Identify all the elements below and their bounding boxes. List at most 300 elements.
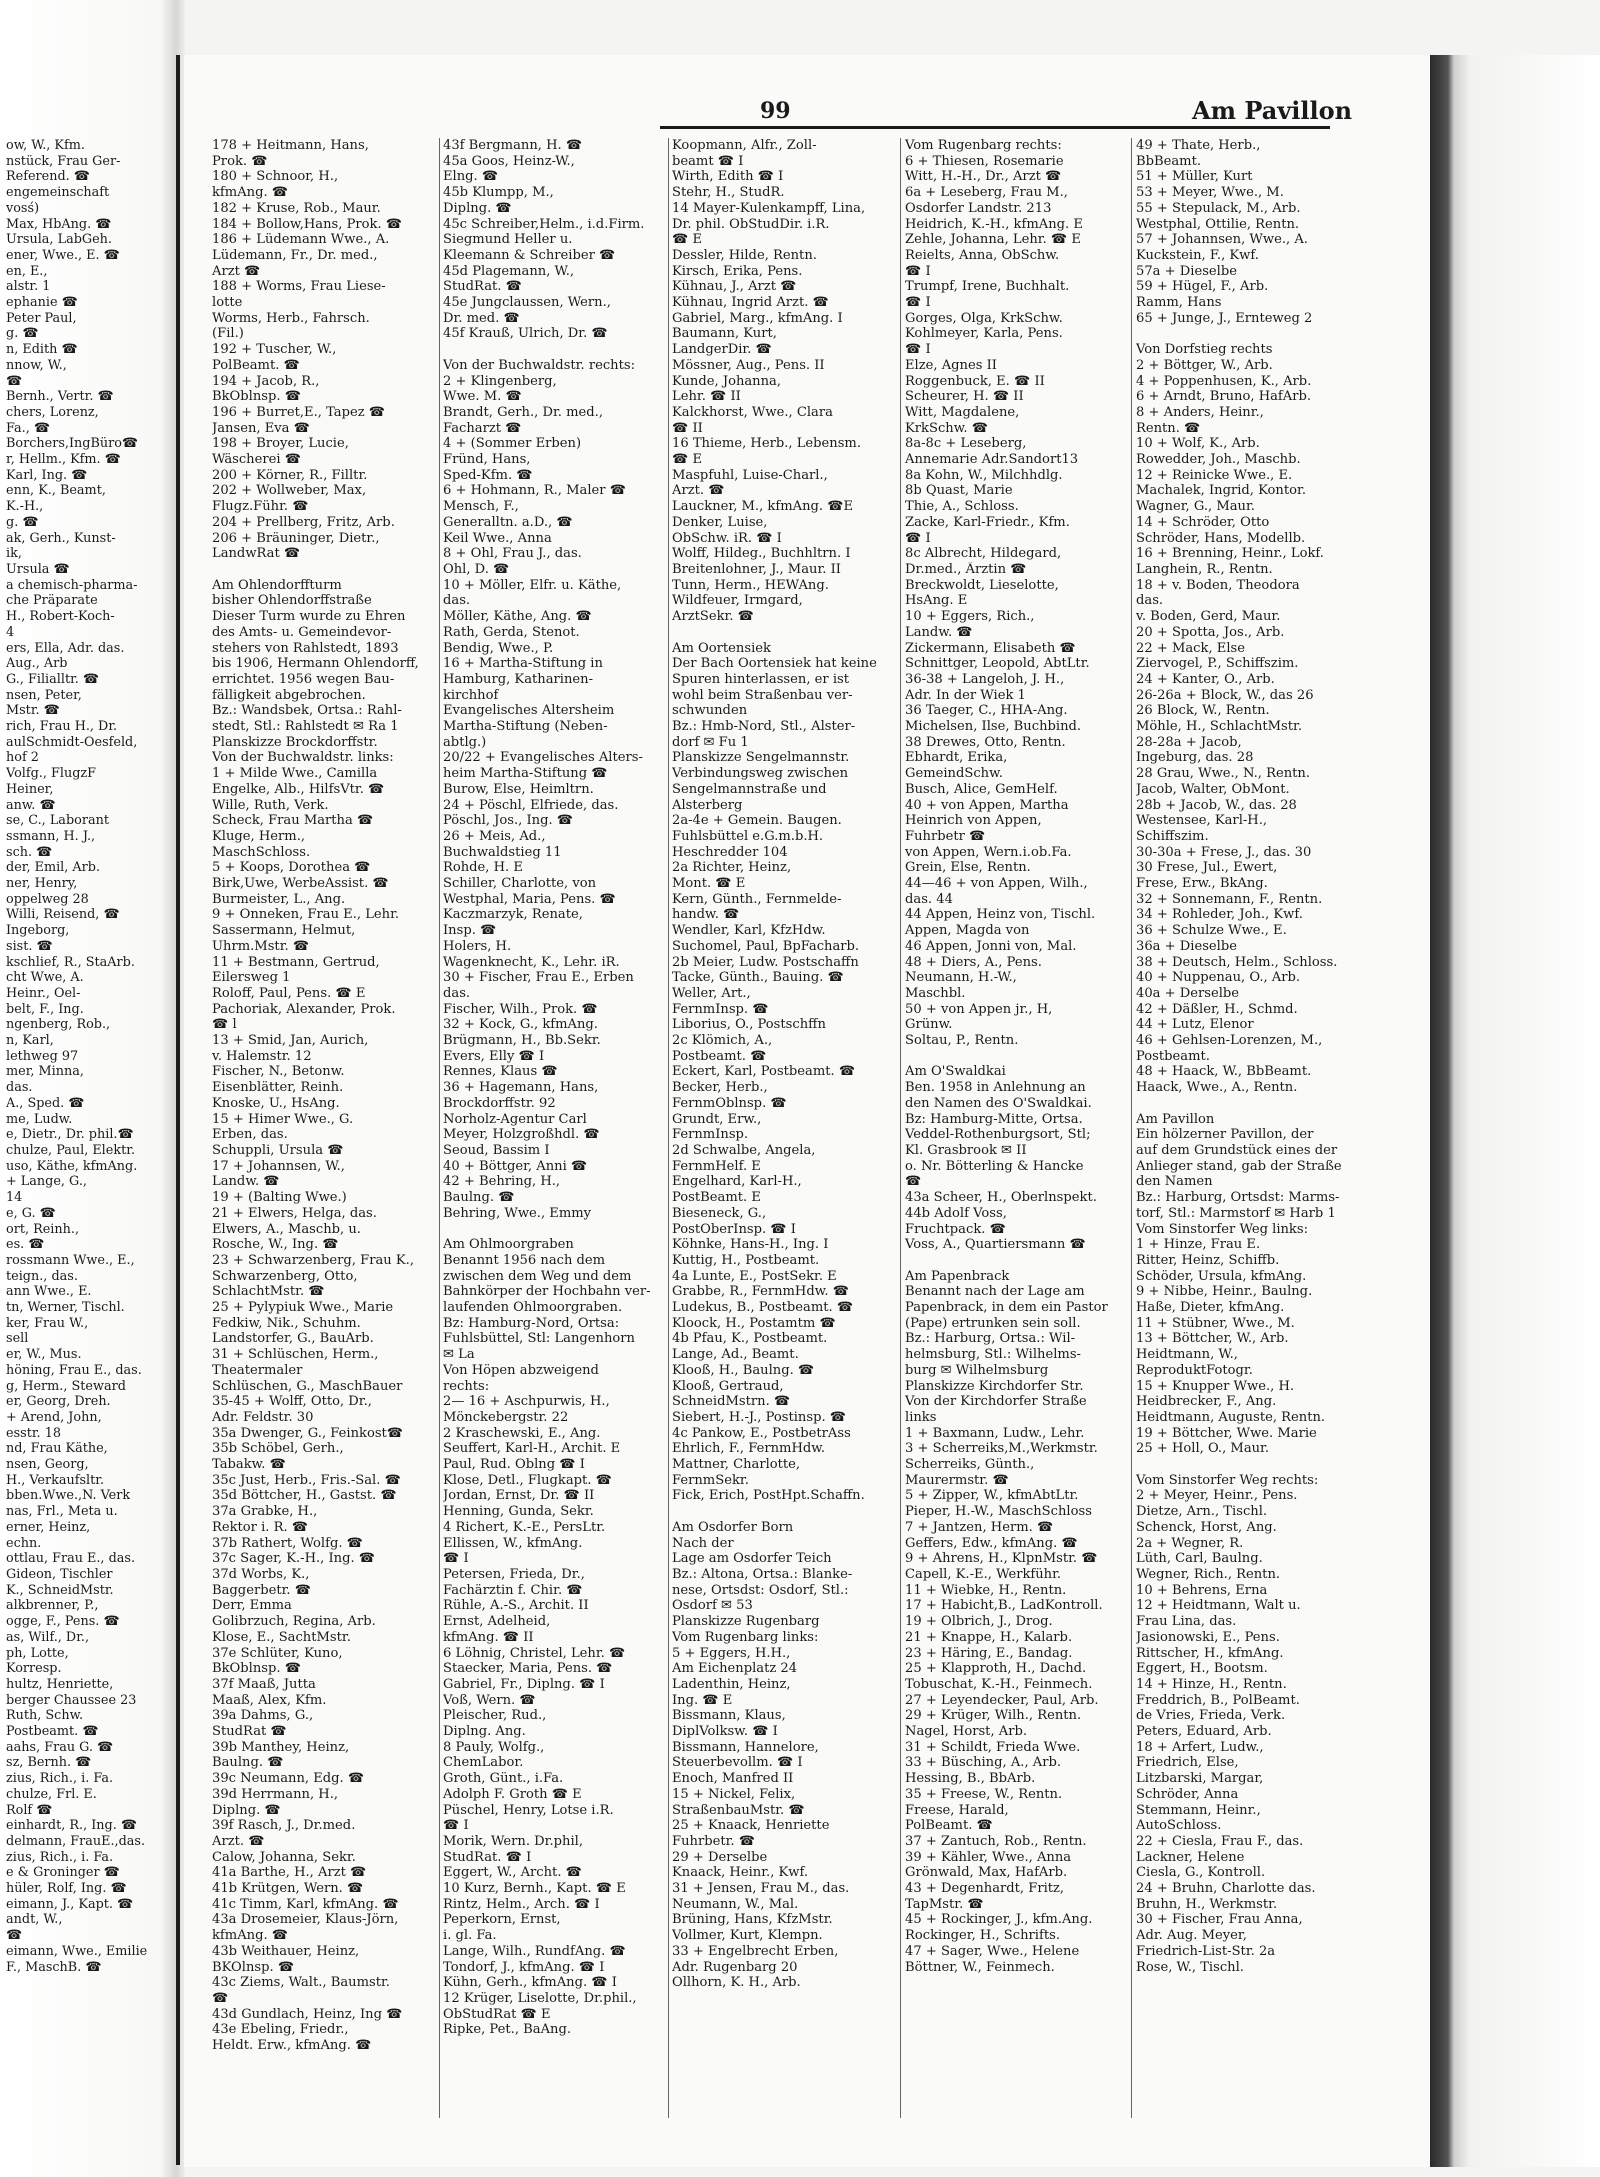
directory-line: StudRat. ☎ I <box>443 1849 532 1865</box>
directory-line: 65 + Junge, J., Ernteweg 2 <box>1136 310 1313 326</box>
directory-line: Willi, Reisend, ☎ <box>6 907 120 923</box>
directory-line: Klose, Detl., Flugkapt. ☎ <box>443 1472 612 1488</box>
directory-line: Engelke, Alb., HilfsVtr. ☎ <box>212 781 385 797</box>
directory-line: 4 + (Sommer Erben) <box>443 436 582 452</box>
directory-line: 21 + Knappe, H., Kalarb. <box>905 1629 1073 1645</box>
directory-line: ow, W., Kfm. <box>6 138 85 153</box>
directory-line: 2— 16 + Aschpurwis, H., <box>443 1394 610 1410</box>
directory-line: 44—46 + von Appen, Wilh., <box>905 876 1088 892</box>
directory-line: 25 + Pylypiuk Wwe., Marie <box>212 1300 394 1316</box>
directory-line: 42 + Däßler, H., Schmd. <box>1136 1001 1298 1017</box>
directory-line: Siegmund Heller u. <box>443 232 573 248</box>
directory-line: ☎ I <box>905 295 931 311</box>
directory-line: Sassermann, Helmut, <box>212 923 356 939</box>
directory-line: Fischer, Wilh., Prok. ☎ <box>443 1001 598 1017</box>
directory-line: Ebhardt, Erika, <box>905 750 1008 766</box>
directory-line: Ladenthin, Heinz, <box>672 1676 791 1692</box>
directory-line: 28b + Jacob, W., das. 28 <box>1136 797 1297 813</box>
directory-line: 14 Mayer-Kulenkampff, Lina, <box>672 200 866 216</box>
directory-line: Ursula ☎ <box>6 561 70 577</box>
directory-line: Rühle, A.-S., Archit. II <box>443 1598 589 1614</box>
directory-line: Landstorfer, G., BauArb. <box>212 1331 374 1347</box>
directory-line: Kuckstein, F., Kwf. <box>1136 247 1259 263</box>
directory-line: Rittscher, H., kfmAng. <box>1136 1645 1284 1661</box>
directory-line: Wirth, Edith ☎ I <box>672 169 784 185</box>
directory-line: Sengelmannstraße und <box>672 781 827 797</box>
directory-line: Sped-Kfm. ☎ <box>443 467 533 483</box>
directory-line: Max, HbAng. ☎ <box>6 216 112 232</box>
directory-line: Jansen, Eva ☎ <box>212 420 310 436</box>
directory-line: Ben. 1958 in Anlehnung an <box>905 1080 1086 1096</box>
directory-line: Heinrich von Appen, <box>905 813 1042 829</box>
directory-line: Frau Lina, das. <box>1136 1614 1237 1630</box>
directory-line: Pleischer, Rud., <box>443 1708 547 1724</box>
directory-line: (Pape) ertrunken sein soll. <box>905 1315 1081 1331</box>
directory-line: Mensch, F., <box>443 499 519 515</box>
directory-line: 32 + Sonnemann, F., Rentn. <box>1136 891 1323 907</box>
directory-line: v. Halemstr. 12 <box>212 1048 312 1064</box>
directory-line: ak, Gerh., Kunst- <box>6 530 116 546</box>
directory-line: Ursula, LabGeh. <box>6 232 112 248</box>
directory-column-4 <box>905 138 1125 2128</box>
directory-line: Fischer, N., Betonw. <box>212 1064 345 1080</box>
directory-line: Kl. Grasbrook ✉ II <box>905 1143 1027 1158</box>
directory-line: 9 + Onneken, Frau E., Lehr. <box>212 907 400 923</box>
directory-line: Vom Sinstorfer Weg links: <box>1136 1221 1309 1237</box>
directory-line: Lüth, Carl, Baulng. <box>1136 1551 1263 1567</box>
directory-line: 24 + Kanter, O., Arb. <box>1136 671 1275 687</box>
directory-line: Bieseneck, G., <box>672 1205 767 1221</box>
directory-line: alstr. 1 <box>6 279 51 295</box>
directory-line: ers, Ella, Adr. das. <box>6 640 125 656</box>
directory-line: 32 + Kock, G., kfmAng. <box>443 1017 598 1033</box>
directory-line: ☎ II <box>672 420 703 436</box>
directory-line: Capell, K.-E., Werkführ. <box>905 1566 1062 1582</box>
directory-line: Morik, Wern. Dr.phil, <box>443 1833 583 1849</box>
directory-line: 12 Krüger, Liselotte, Dr.phil., <box>443 1990 637 2006</box>
directory-line: Denker, Luise, <box>672 514 768 530</box>
directory-line: Maurermstr. ☎ <box>905 1472 1009 1488</box>
directory-line: Flugz.Führ. ☎ <box>212 499 309 515</box>
directory-line: Bz.: Harburg, Ortsa.: Wil- <box>905 1331 1076 1347</box>
directory-line: 6 + Hohmann, R., Maler ☎ <box>443 483 626 499</box>
directory-line: Adr. Feldstr. 30 <box>212 1409 314 1425</box>
directory-line: Schenck, Horst, Ang. <box>1136 1519 1277 1535</box>
directory-line: Ingeburg, das. 28 <box>1136 750 1254 766</box>
directory-line: Grabbe, R., FernmHdw. ☎ <box>672 1284 850 1300</box>
directory-line: erner, Heinz, <box>6 1519 91 1535</box>
directory-line: enn, K., Beamt, <box>6 483 106 499</box>
directory-line: Kern, Günth., Fernmelde- <box>672 891 842 907</box>
directory-line: Von der Kirchdorfer Straße <box>905 1394 1087 1410</box>
directory-line: Uhrm.Mstr. ☎ <box>212 938 310 954</box>
directory-line: Ritter, Heinz, Schiffb. <box>1136 1252 1280 1268</box>
directory-line: 2a Richter, Heinz, <box>672 860 792 876</box>
directory-line: Breckwoldt, Lieselotte, <box>905 577 1059 593</box>
directory-line: Von der Buchwaldstr. links: <box>212 750 394 766</box>
directory-line: Trumpf, Irene, Buchhalt. <box>905 279 1070 295</box>
directory-line: Liborius, O., Postschffn <box>672 1017 826 1033</box>
directory-line: Staecker, Maria, Pens. ☎ <box>443 1661 613 1677</box>
directory-line: 9 + Ahrens, H., KlpnMstr. ☎ <box>905 1551 1098 1567</box>
directory-line: sz, Bernh. ☎ <box>6 1755 92 1771</box>
directory-line: Gideon, Tischler <box>6 1566 113 1582</box>
directory-line: 10 + Möller, Elfr. u. Käthe, <box>443 577 622 593</box>
directory-line: Generalltn. a.D., ☎ <box>443 514 573 530</box>
directory-line: berger Chaussee 23 <box>6 1692 137 1708</box>
directory-line: tn, Werner, Tischl. <box>6 1300 125 1316</box>
directory-line: Neumann, W., Mal. <box>672 1896 799 1912</box>
directory-line: ChemLabor. <box>443 1755 524 1771</box>
directory-line: Stehr, H., StudR. <box>672 185 785 201</box>
directory-line: 8a Kohn, W., Milchhdlg. <box>905 467 1063 483</box>
directory-line: Aug., Arb <box>6 656 68 672</box>
directory-line: 10 + Behrens, Erna <box>1136 1582 1268 1598</box>
directory-line: 10 Kurz, Bernh., Kapt. ☎ E <box>443 1881 626 1897</box>
directory-line: 39f Rasch, J., Dr.med. <box>212 1818 356 1834</box>
directory-line: PostOberInsp. ☎ I <box>672 1221 796 1237</box>
directory-line: StudRat ☎ <box>212 1724 287 1740</box>
directory-line: Pachoriak, Alexander, Prok. <box>212 1001 396 1017</box>
directory-line: ☎ E <box>672 452 703 468</box>
directory-line: KrkSchw. ☎ <box>905 420 988 436</box>
directory-line: Voß, Wern. ☎ <box>443 1692 536 1708</box>
directory-line: Schuppli, Ursula ☎ <box>212 1143 344 1158</box>
directory-line: nsen, Georg, <box>6 1457 89 1473</box>
directory-line: 2d Schwalbe, Angela, <box>672 1143 816 1158</box>
directory-line: Volfg., FlugzF <box>6 766 97 782</box>
directory-line: kfmAng. ☎ <box>212 185 289 201</box>
directory-line: Fuhlsbüttel e.G.m.b.H. <box>672 828 824 844</box>
directory-line: Worms, Herb., Fahrsch. <box>212 310 370 326</box>
directory-line: Hamburg, Katharinen- <box>443 671 593 687</box>
directory-line <box>1136 1096 1352 1112</box>
directory-line: 184 + Bollow,Hans, Prok. ☎ <box>212 216 403 232</box>
directory-line: Heidtmann, W., <box>1136 1347 1238 1363</box>
directory-line: uso, Käthe, kfmAng. <box>6 1158 138 1174</box>
directory-line: Bz.: Altona, Ortsa.: Blanke- <box>672 1566 853 1582</box>
directory-line: Adr. Rugenbarg 20 <box>672 1959 798 1975</box>
directory-line: FernmSekr. <box>672 1472 749 1488</box>
directory-line: Ollhorn, K. H., Arb. <box>672 1975 801 1991</box>
directory-line: 204 + Prellberg, Fritz, Arb. <box>212 514 395 530</box>
directory-line: 37b Rathert, Wolfg. ☎ <box>212 1535 363 1551</box>
directory-line: Osdorfer Landstr. 213 <box>905 200 1052 216</box>
directory-line: 35a Dwenger, G., Feinkost☎ <box>212 1425 404 1441</box>
directory-line: cht Wwe, A. <box>6 970 84 986</box>
directory-line: Fründ, Hans, <box>443 452 531 468</box>
directory-line: 4c Pankow, E., PostbetrAss <box>672 1425 851 1441</box>
directory-line: Nagel, Horst, Arb. <box>905 1724 1028 1740</box>
directory-line: Langhein, R., Rentn. <box>1136 561 1273 577</box>
directory-line: Kühn, Gerh., kfmAng. ☎ I <box>443 1975 617 1991</box>
directory-line: Planskizze Sengelmannstr. <box>672 750 850 766</box>
directory-line: heim Martha-Stiftung ☎ <box>443 766 608 782</box>
directory-line: 38 + Deutsch, Helm., Schloss. <box>1136 954 1338 970</box>
directory-line: 45d Plagemann, W., <box>443 263 575 279</box>
directory-line: n, Karl, <box>6 1033 54 1049</box>
directory-line: burg ✉ Wilhelmsburg <box>905 1362 1049 1378</box>
directory-line: delmann, FrauE.,das. <box>6 1833 146 1849</box>
directory-line: Kloock, H., Postamtm ☎ <box>672 1315 836 1331</box>
directory-line: e & Groninger ☎ <box>6 1865 120 1881</box>
directory-line: Spuren hinterlassen, er ist <box>672 671 849 687</box>
directory-line: Maspfuhl, Luise-Charl., <box>672 467 828 483</box>
directory-line: Lage am Osdorfer Teich <box>672 1551 832 1567</box>
directory-column-2 <box>443 138 663 2128</box>
directory-line: 1 + Milde Wwe., Camilla <box>212 766 378 782</box>
directory-line: Freese, Harald, <box>905 1802 1009 1818</box>
directory-line: 13 + Smid, Jan, Aurich, <box>212 1033 369 1049</box>
directory-line: 55 + Stepulack, M., Arb. <box>1136 200 1301 216</box>
directory-line: Gabriel, Marg., kfmAng. I <box>672 310 843 326</box>
directory-line: Dr. phil. ObStudDir. i.R. <box>672 216 830 232</box>
directory-line: Rintz, Helm., Arch. ☎ I <box>443 1896 600 1912</box>
directory-line: Bz: Hamburg-Mitte, Ortsa. <box>905 1111 1083 1127</box>
directory-line: F., MaschB. ☎ <box>6 1959 102 1975</box>
directory-line: Dietze, Arn., Tischl. <box>1136 1504 1268 1520</box>
directory-line: Meyer, Holzgroßhdl. ☎ <box>443 1127 600 1143</box>
directory-line: AutoSchloss. <box>1136 1818 1222 1834</box>
directory-line: 25 + Klapproth, H., Dachd. <box>905 1661 1087 1677</box>
directory-line: 37 + Zantuch, Rob., Rentn. <box>905 1833 1087 1849</box>
directory-line: andt, W., <box>6 1912 63 1928</box>
directory-line: 37f Maaß, Jutta <box>212 1676 316 1692</box>
directory-line: Ein hölzerner Pavillon, der <box>1136 1127 1314 1143</box>
directory-line: Calow, Johanna, Sekr. <box>212 1849 356 1865</box>
directory-line: Friedrich, Else, <box>1136 1755 1239 1771</box>
directory-line: 57 + Johannsen, Wwe., A. <box>1136 232 1308 248</box>
directory-line: 39d Herrmann, H., <box>212 1786 339 1802</box>
directory-line: Baggerbetr. ☎ <box>212 1582 312 1598</box>
directory-line: Mattner, Charlotte, <box>672 1457 801 1473</box>
directory-line: Fuhrbetr ☎ <box>905 828 986 844</box>
directory-line: Lehr. ☎ II <box>672 389 741 405</box>
directory-line: 30-30a + Frese, J., das. 30 <box>1136 844 1312 860</box>
directory-line: 22 + Ciesla, Frau F., das. <box>1136 1833 1304 1849</box>
directory-line: 16 + Brenning, Heinr., Lokf. <box>1136 546 1324 562</box>
directory-line: Elwers, A., Maschb, u. <box>212 1221 361 1237</box>
directory-line: Peter Paul, <box>6 310 77 326</box>
directory-line: 2 + Meyer, Heinr., Pens. <box>1136 1488 1298 1504</box>
directory-line: helmsburg, Stl.: Wilhelms- <box>905 1347 1081 1363</box>
directory-line: Knaack, Heinr., Kwf. <box>672 1865 809 1881</box>
directory-line: Fa., ☎ <box>6 420 50 436</box>
directory-line: 26 + Meis, Ad., <box>443 828 546 844</box>
directory-line: 8 + Ohl, Frau J., das. <box>443 546 582 562</box>
directory-line: PolBeamt. ☎ <box>905 1818 993 1834</box>
directory-line: Scheck, Frau Martha ☎ <box>212 813 374 829</box>
directory-line: 21 + Elwers, Helga, das. <box>212 1205 377 1221</box>
directory-line: Möhle, H., SchlachtMstr. <box>1136 719 1303 735</box>
directory-line: Erben, das. <box>212 1127 288 1143</box>
directory-line: ✉ La <box>443 1347 475 1363</box>
directory-line: Rockinger, H., Schrifts. <box>905 1928 1060 1944</box>
page-number: 99 <box>760 98 791 124</box>
directory-line: Diplng. ☎ <box>212 1802 281 1818</box>
directory-line: Peperkorn, Ernst, <box>443 1912 561 1928</box>
directory-line: 37d Worbs, K., <box>212 1566 310 1582</box>
directory-line: Insp. ☎ <box>443 923 497 939</box>
directory-line: 2c Klömich, A., <box>672 1033 773 1049</box>
directory-line: 49 + Thate, Herb., <box>1136 138 1261 153</box>
directory-line: Korresp. <box>6 1661 62 1677</box>
directory-line: Tabakw. ☎ <box>212 1457 286 1473</box>
directory-line: 37e Schlüter, Kuno, <box>212 1645 343 1661</box>
directory-line: 202 + Wollweber, Max, <box>212 483 367 499</box>
directory-line: Henning, Gunda, Sekr. <box>443 1504 594 1520</box>
column-rule <box>900 138 901 2118</box>
directory-line: Haße, Dieter, kfmAng. <box>1136 1300 1285 1316</box>
directory-line: 16 + Martha-Stiftung in <box>443 656 603 672</box>
directory-line: bisher Ohlendorffstraße <box>212 593 372 609</box>
directory-line: BKOlnsp. ☎ <box>212 1959 295 1975</box>
directory-line: Lange, Ad., Beamt. <box>672 1347 799 1363</box>
directory-line: den Namen <box>1136 1174 1213 1190</box>
directory-line: 4 <box>6 624 15 640</box>
directory-line: Evers, Elly ☎ I <box>443 1048 545 1064</box>
directory-line: Schlüschen, G., MaschBauer <box>212 1378 403 1394</box>
directory-line: 188 + Worms, Frau Liese- <box>212 279 386 295</box>
directory-line: Am Osdorfer Born <box>672 1519 794 1535</box>
directory-line: 45c Schreiber,Helm., i.d.Firm. <box>443 216 645 232</box>
directory-line: 30 Frese, Jul., Ewert, <box>1136 860 1278 876</box>
directory-line: 41b Krütgen, Wern. ☎ <box>212 1881 364 1897</box>
directory-line: 11 + Bestmann, Gertrud, <box>212 954 380 970</box>
directory-line: 43 + Degenhardt, Fritz, <box>905 1881 1065 1897</box>
directory-line: Borchers,IngBüro☎ <box>6 436 138 452</box>
directory-line: sell <box>6 1331 29 1347</box>
directory-line: 5 + Koops, Dorothea ☎ <box>212 860 371 876</box>
directory-line: Vom Sinstorfer Weg rechts: <box>1136 1472 1319 1488</box>
directory-line: Buchwaldstieg 11 <box>443 844 562 860</box>
directory-line: lethweg 97 <box>6 1048 79 1064</box>
directory-line: nsen, Peter, <box>6 687 82 703</box>
directory-line: rich, Frau H., Dr. <box>6 719 118 735</box>
directory-line: 28 Grau, Wwe., N., Rentn. <box>1136 766 1311 782</box>
directory-line: Ripke, Pet., BaAng. <box>443 2022 572 2038</box>
directory-line: rechts: <box>443 1378 490 1394</box>
directory-line <box>905 1049 1125 1065</box>
directory-line: Behring, Wwe., Emmy <box>443 1205 592 1221</box>
directory-line: Osdorf ✉ 53 <box>672 1598 753 1614</box>
directory-line: Schröder, Hans, Modellb. <box>1136 530 1306 546</box>
directory-line: 35-45 + Wolff, Otto, Dr., <box>212 1394 372 1410</box>
directory-line: Eggert, W., Archt. ☎ <box>443 1865 582 1881</box>
directory-line: Thie, A., Schloss. <box>905 499 1019 515</box>
directory-line: 15 + Knupper Wwe., H. <box>1136 1378 1295 1394</box>
directory-line: 192 + Tuscher, W., <box>212 342 337 358</box>
directory-line: Grünw. <box>905 1017 953 1033</box>
directory-line: MaschSchloss. <box>212 844 311 860</box>
directory-line: 36-38 + Langeloh, J. H., <box>905 671 1065 687</box>
directory-line: Schnittger, Leopold, AbtLtr. <box>905 656 1090 672</box>
directory-line <box>672 625 894 641</box>
directory-line: 5 + Eggers, H.H., <box>672 1645 791 1661</box>
directory-line: Martha-Stiftung (Neben- <box>443 719 608 735</box>
directory-line: Stemmann, Heinr., <box>1136 1802 1261 1818</box>
directory-line: Peters, Eduard, Arb. <box>1136 1724 1272 1740</box>
directory-line: oppelweg 28 <box>6 891 89 907</box>
directory-line: Wildfeuer, Irmgard, <box>672 593 803 609</box>
directory-line: ephanie ☎ <box>6 295 78 311</box>
directory-line: Vollmer, Kurt, Klempn. <box>672 1928 823 1944</box>
directory-line: Kirsch, Erika, Pens. <box>672 263 803 279</box>
directory-line: PolBeamt. ☎ <box>212 357 300 373</box>
directory-line: G., Filialltr. ☎ <box>6 671 99 687</box>
directory-column-left-edge <box>6 138 176 2128</box>
directory-line: 45f Krauß, Ulrich, Dr. ☎ <box>443 326 608 342</box>
directory-line: a chemisch-pharma- <box>6 577 138 593</box>
directory-line: (Fil.) <box>212 326 244 342</box>
directory-line: Klose, E., SachtMstr. <box>212 1629 351 1645</box>
directory-line: 20/22 + Evangelisches Alters- <box>443 750 643 766</box>
directory-line: FernmOblnsp. ☎ <box>672 1095 787 1111</box>
directory-line: 43a Scheer, H., Oberlnspekt. <box>905 1190 1097 1206</box>
directory-line: Adolph F. Groth ☎ E <box>443 1786 582 1802</box>
directory-line: ogge, F., Pens. ☎ <box>6 1614 120 1630</box>
directory-line: 37a Grabke, H., <box>212 1504 318 1520</box>
directory-line: 25 + Knaack, Henriette <box>672 1818 830 1834</box>
directory-line: Golibrzuch, Regina, Arb. <box>212 1614 376 1630</box>
directory-line: Rektor i. R. ☎ <box>212 1519 309 1535</box>
directory-line: 1 + Baxmann, Ludw., Lehr. <box>905 1425 1085 1441</box>
directory-line: Rohde, H. E <box>443 860 523 876</box>
directory-line <box>1136 326 1352 342</box>
directory-line: esstr. 18 <box>6 1425 61 1441</box>
directory-line: vosś) <box>6 200 40 216</box>
directory-line: Fachärztin f. Chir. ☎ <box>443 1582 583 1598</box>
directory-line: Jordan, Ernst, Dr. ☎ II <box>443 1488 595 1504</box>
directory-line: Wagenknecht, K., Lehr. iR. <box>443 954 620 970</box>
directory-line: Witt, H.-H., Dr., Arzt ☎ <box>905 169 1062 185</box>
directory-line: Eggert, H., Bootsm. <box>1136 1661 1268 1677</box>
directory-line: FernmHelf. E <box>672 1158 761 1174</box>
directory-line: Schöder, Ursula, kfmAng. <box>1136 1268 1307 1284</box>
directory-line: sch. ☎ <box>6 844 53 860</box>
directory-line: torf, Stl.: Marmstorf ✉ Harb 1 <box>1136 1205 1336 1221</box>
directory-line: Planskizze Kirchdorfer Str. <box>905 1378 1084 1394</box>
directory-line: 10 + Eggers, Rich., <box>905 609 1035 625</box>
directory-line: me, Ludw. <box>6 1111 73 1127</box>
directory-line: 7 + Jantzen, Herm. ☎ <box>905 1519 1054 1535</box>
directory-line: Klooß, H., Baulng. ☎ <box>672 1362 815 1378</box>
directory-line: Scheurer, H. ☎ II <box>905 389 1024 405</box>
directory-line: ann Wwe., E. <box>6 1284 92 1300</box>
directory-line: 206 + Bräuninger, Dietr., <box>212 530 380 546</box>
directory-line: dorf ✉ Fu 1 <box>672 734 749 750</box>
directory-line: Rath, Gerda, Stenot. <box>443 624 580 640</box>
directory-line: ObSchw. iR. ☎ I <box>672 530 782 546</box>
directory-line: Püschel, Henry, Lotse i.R. <box>443 1802 614 1818</box>
directory-line: Ernst, Adelheid, <box>443 1614 551 1630</box>
directory-line: Freddrich, B., PolBeamt. <box>1136 1692 1300 1708</box>
directory-line: Weller, Art., <box>672 985 751 1001</box>
directory-line: Gabriel, Fr., Diplng. ☎ I <box>443 1676 605 1692</box>
directory-line: StraßenbauMstr. ☎ <box>672 1802 805 1818</box>
directory-line: Jacob, Walter, ObMont. <box>1136 781 1290 797</box>
directory-line: 14 <box>6 1190 23 1206</box>
directory-line: 4b Pfau, K., Postbeamt. <box>672 1331 828 1347</box>
directory-line: aulSchmidt-Oesfeld, <box>6 734 138 750</box>
directory-line: 57a + Dieselbe <box>1136 263 1237 279</box>
directory-line: Machalek, Ingrid, Kontor. <box>1136 483 1306 499</box>
directory-line: Burow, Else, Heimltrn. <box>443 781 594 797</box>
directory-line: che Präparate <box>6 593 98 609</box>
directory-line: Planskizze Brockdorffstr. <box>212 734 378 750</box>
directory-line: Eckert, Karl, Postbeamt. ☎ <box>672 1064 856 1080</box>
directory-line: nnow, W., <box>6 357 67 373</box>
